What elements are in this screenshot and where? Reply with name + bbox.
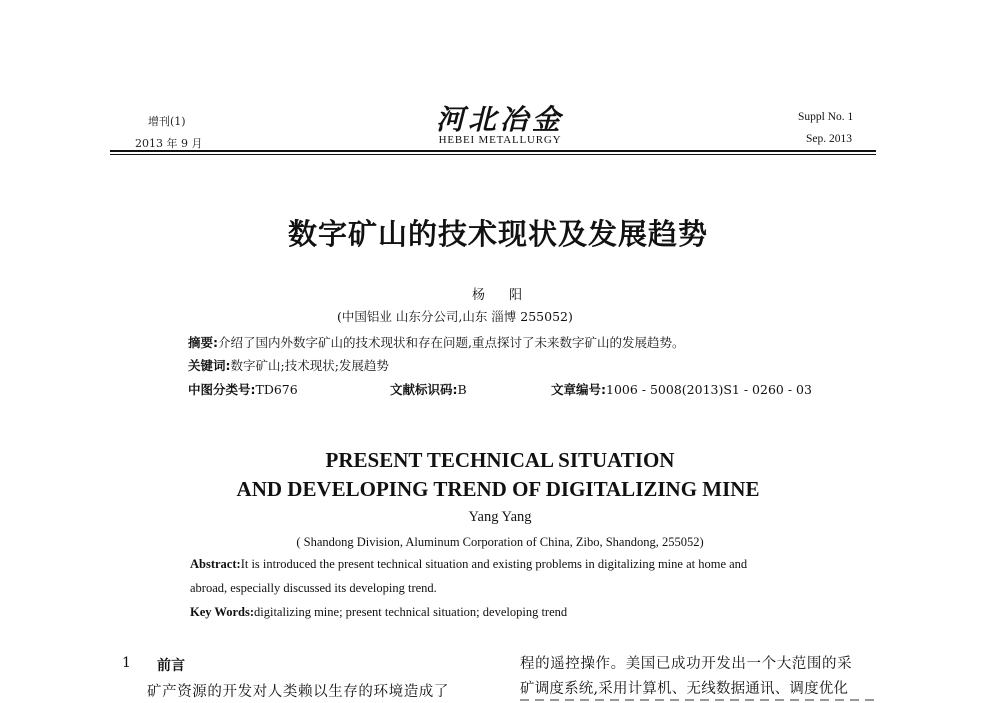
class-label: 中图分类号: bbox=[188, 382, 256, 397]
header-rule-thick bbox=[110, 150, 876, 152]
abstract-label-en: Abstract: bbox=[190, 557, 241, 571]
classification-number bbox=[188, 380, 298, 398]
abstract-en-line2: abroad, especially discussed its developing trend. bbox=[190, 581, 437, 595]
author-cn: 杨 阳 bbox=[472, 288, 533, 303]
paper-title-en-line1: PRESENT TECHNICAL SITUATION bbox=[325, 448, 675, 472]
supplement-issue-label: 增刊(1) bbox=[148, 115, 186, 128]
header-rule-thin bbox=[110, 154, 876, 155]
keywords-text-en: digitalizing mine; present technical situation; developing trend bbox=[254, 605, 568, 619]
section-title: 前言 bbox=[157, 658, 185, 674]
abstract-en-line1 bbox=[190, 557, 747, 572]
body-right-column-line1: 程的遥控操作。美国已成功开发出一个大范围的采 bbox=[520, 656, 853, 672]
abstract-label-cn: 摘要: bbox=[188, 335, 218, 350]
artno-label: 文章编号: bbox=[551, 382, 606, 397]
cut-off-text-line bbox=[520, 699, 880, 703]
artno-value: 1006 - 5008(2013)S1 - 0260 - 03 bbox=[606, 382, 812, 397]
article-number bbox=[551, 380, 812, 398]
section-number: 1 bbox=[122, 655, 131, 671]
issue-date-cn: 2013 年 9 月 bbox=[135, 137, 203, 150]
keywords-text-cn: 数字矿山;技术现状;发展趋势 bbox=[230, 358, 389, 373]
keywords-label-cn: 关键词: bbox=[188, 358, 231, 373]
body-left-column-line: 矿产资源的开发对人类赖以生存的环境造成了 bbox=[147, 684, 449, 700]
keywords-label-en: Key Words: bbox=[190, 605, 255, 619]
abstract-cn bbox=[188, 333, 684, 351]
abstract-text-cn: 介绍了国内外数字矿山的技术现状和存在问题,重点探讨了未来数字矿山的发展趋势。 bbox=[218, 335, 685, 350]
abstract-text-en-1: It is introduced the present technical situation and existing problems in digitalizing mine at home and bbox=[240, 557, 748, 571]
doccode-value: B bbox=[457, 382, 467, 397]
journal-english-name: HEBEI METALLURGY bbox=[438, 134, 562, 146]
paper-title-cn: 数字矿山的技术现状及发展趋势 bbox=[287, 217, 709, 251]
keywords-cn bbox=[188, 356, 389, 374]
class-value: TD676 bbox=[255, 382, 298, 397]
keywords-en bbox=[190, 605, 567, 620]
body-right-column-line2: 矿调度系统,采用计算机、无线数据通讯、调度优化 bbox=[520, 681, 849, 697]
paper-title-en-line2: AND DEVELOPING TREND OF DIGITALIZING MINE bbox=[236, 477, 760, 501]
affiliation-cn: (中国铝业 山东分公司,山东 淄博 255052) bbox=[337, 309, 573, 324]
affiliation-en: ( Shandong Division, Aluminum Corporation of China, Zibo, Shandong, 255052) bbox=[296, 535, 704, 549]
doccode-label: 文献标识码: bbox=[390, 382, 458, 397]
author-en: Yang Yang bbox=[468, 509, 532, 525]
document-code bbox=[390, 380, 467, 398]
supplement-number: Suppl No. 1 bbox=[798, 111, 854, 123]
issue-date-en: Sep. 2013 bbox=[806, 133, 852, 145]
journal-logo-title: 河北冶金 bbox=[435, 103, 565, 136]
